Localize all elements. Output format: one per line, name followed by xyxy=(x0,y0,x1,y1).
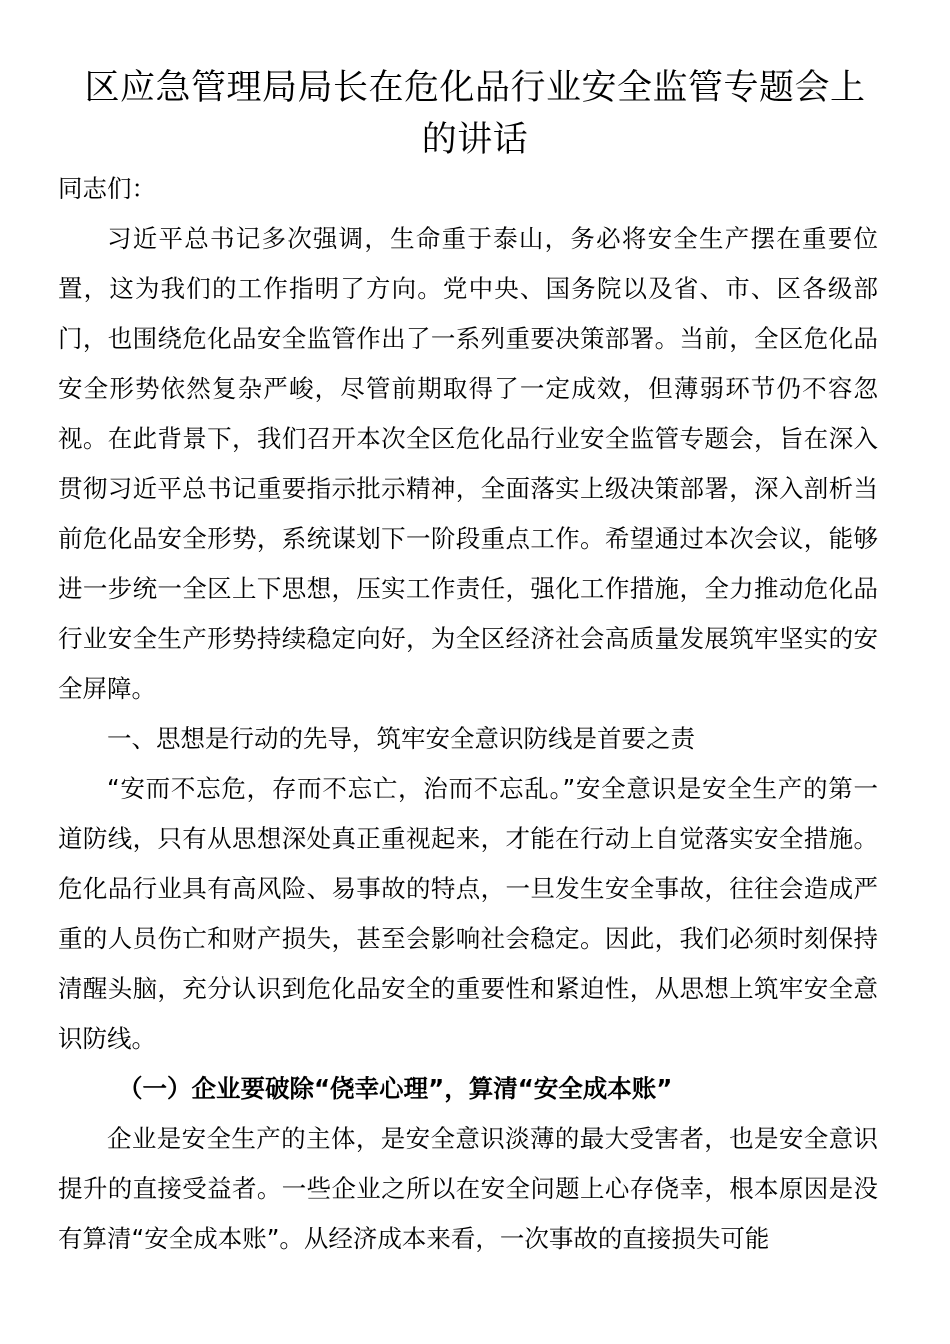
salutation: 同志们： xyxy=(58,174,156,203)
subsection-1-paragraph: 企业是安全生产的主体，是安全意识淡薄的最大受害者，也是安全意识提升的直接受益者。一些企业之所以在安全问题上心存侥幸，根本原因是没有算清“安全成本账”。从经济成本来看，一次事故的直接损失可能 xyxy=(58,1124,878,1253)
document-title: 区应急管理局局长在危化品行业安全监管专题会上的讲话 xyxy=(84,68,866,160)
section-heading-1: 一、思想是行动的先导，筑牢安全意识防线是首要之责 xyxy=(107,724,695,753)
subsection-heading-1: （一）企业要破除“侥幸心理”，算清“安全成本账” xyxy=(118,1074,673,1103)
section-1-paragraph: “安而不忘危，存而不忘亡，治而不忘乱。”安全意识是安全生产的第一道防线，只有从思想深处真正重视起来，才能在行动上自觉落实安全措施。危化品行业具有高风险、易事故的特点，一旦发生安全事故，往往会造成严重的人员伤亡和财产损失，甚至会影响社会稳定。因此，我们必须时刻保持清醒头脑，充分认识到危化品安全的重要性和紧迫性，从思想上筑牢安全意识防线。 xyxy=(58,774,878,1053)
intro-paragraph: 习近平总书记多次强调，生命重于泰山，务必将安全生产摆在重要位置，这为我们的工作指明了方向。党中央、国务院以及省、市、区各级部门，也围绕危化品安全监管作出了一系列重要决策部署。当前，全区危化品安全形势依然复杂严峻，尽管前期取得了一定成效，但薄弱环节仍不容忽视。在此背景下，我们召开本次全区危化品行业安全监管专题会，旨在深入贯彻习近平总书记重要指示批示精神，全面落实上级决策部署，深入剖析当前危化品安全形势，系统谋划下一阶段重点工作。希望通过本次会议，能够进一步统一全区上下思想，压实工作责任，强化工作措施，全力推动危化品行业安全生产形势持续稳定向好，为全区经济社会高质量发展筑牢坚实的安全屏障。 xyxy=(58,224,878,703)
